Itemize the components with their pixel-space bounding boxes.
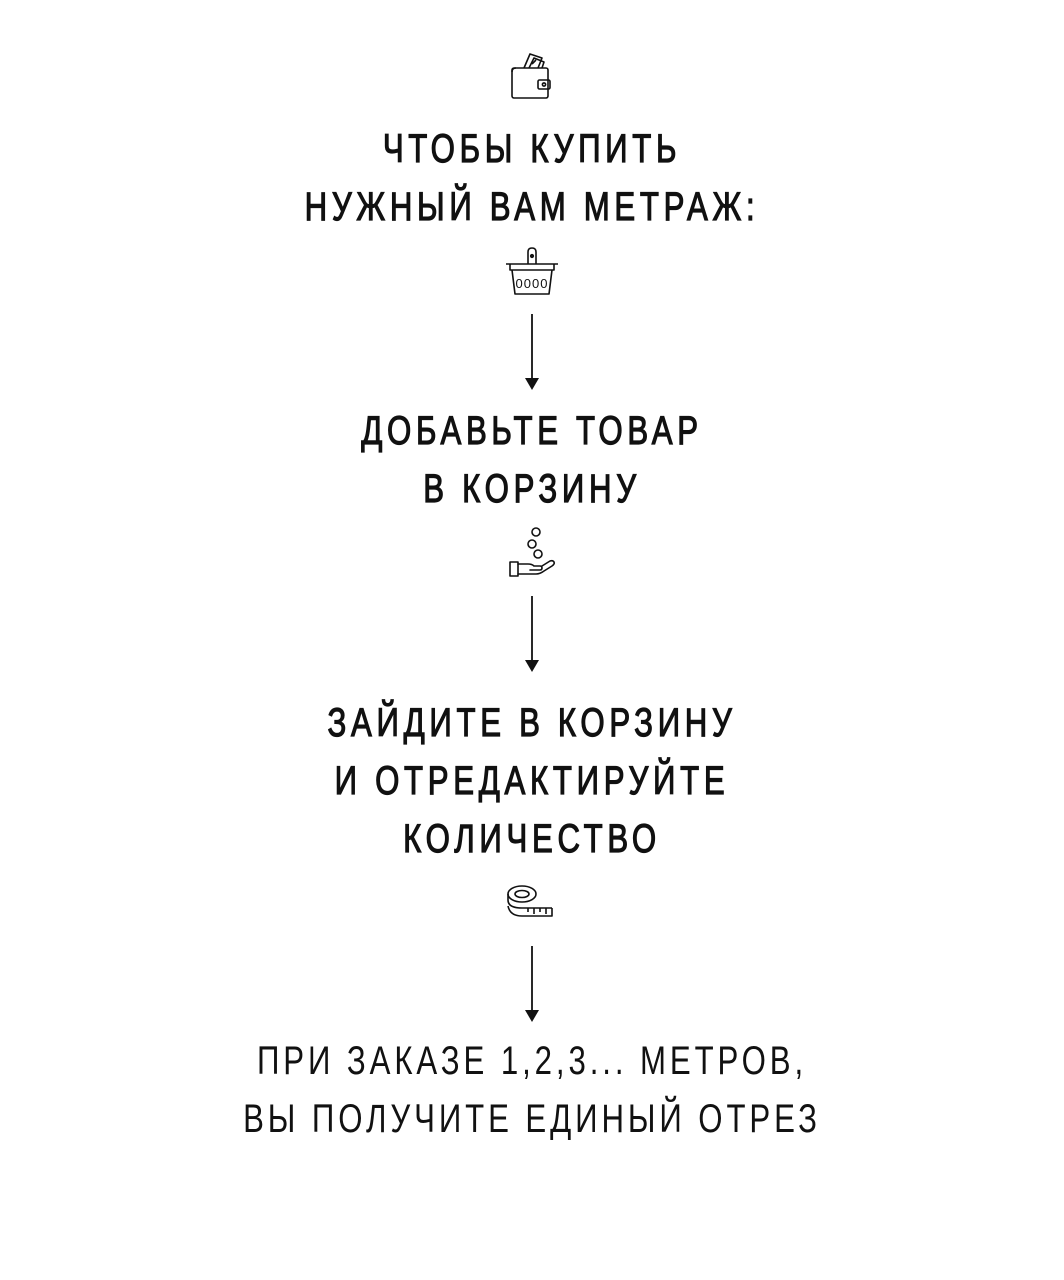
- arrow-down-2: [522, 596, 542, 674]
- arrow-down-3: [522, 946, 542, 1026]
- step1-line-1: ДОБАВЬТЕ ТОВАР: [361, 409, 703, 453]
- step3-text: [117, 1032, 947, 1148]
- basket-label: 0000: [515, 276, 549, 291]
- measuring-tape-icon: [506, 884, 558, 920]
- step3-line-1: ПРИ ЗАКАЗЕ 1,2,3... МЕТРОВ,: [256, 1039, 808, 1083]
- intro-line-2: НУЖНЫЙ ВАМ МЕТРАЖ:: [304, 185, 760, 229]
- step2-line-2: И ОТРЕДАКТИРУЙТЕ: [334, 759, 730, 803]
- step2-line-3: КОЛИЧЕСТВО: [403, 817, 661, 861]
- step1-heading: [117, 402, 947, 518]
- wallet-icon: [508, 50, 556, 104]
- step3-line-2: ВЫ ПОЛУЧИТЕ ЕДИНЫЙ ОТРЕЗ: [243, 1097, 821, 1141]
- step1-line-2: В КОРЗИНУ: [423, 467, 641, 511]
- intro-line-1: ЧТОБЫ КУПИТЬ: [382, 127, 682, 171]
- basket-icon: [502, 246, 562, 302]
- arrow-down-1: [522, 314, 542, 392]
- step2-line-1: ЗАЙДИТЕ В КОРЗИНУ: [327, 701, 737, 745]
- hand-coins-icon: [508, 526, 560, 582]
- step2-heading: [117, 694, 947, 868]
- intro-heading: [117, 120, 947, 236]
